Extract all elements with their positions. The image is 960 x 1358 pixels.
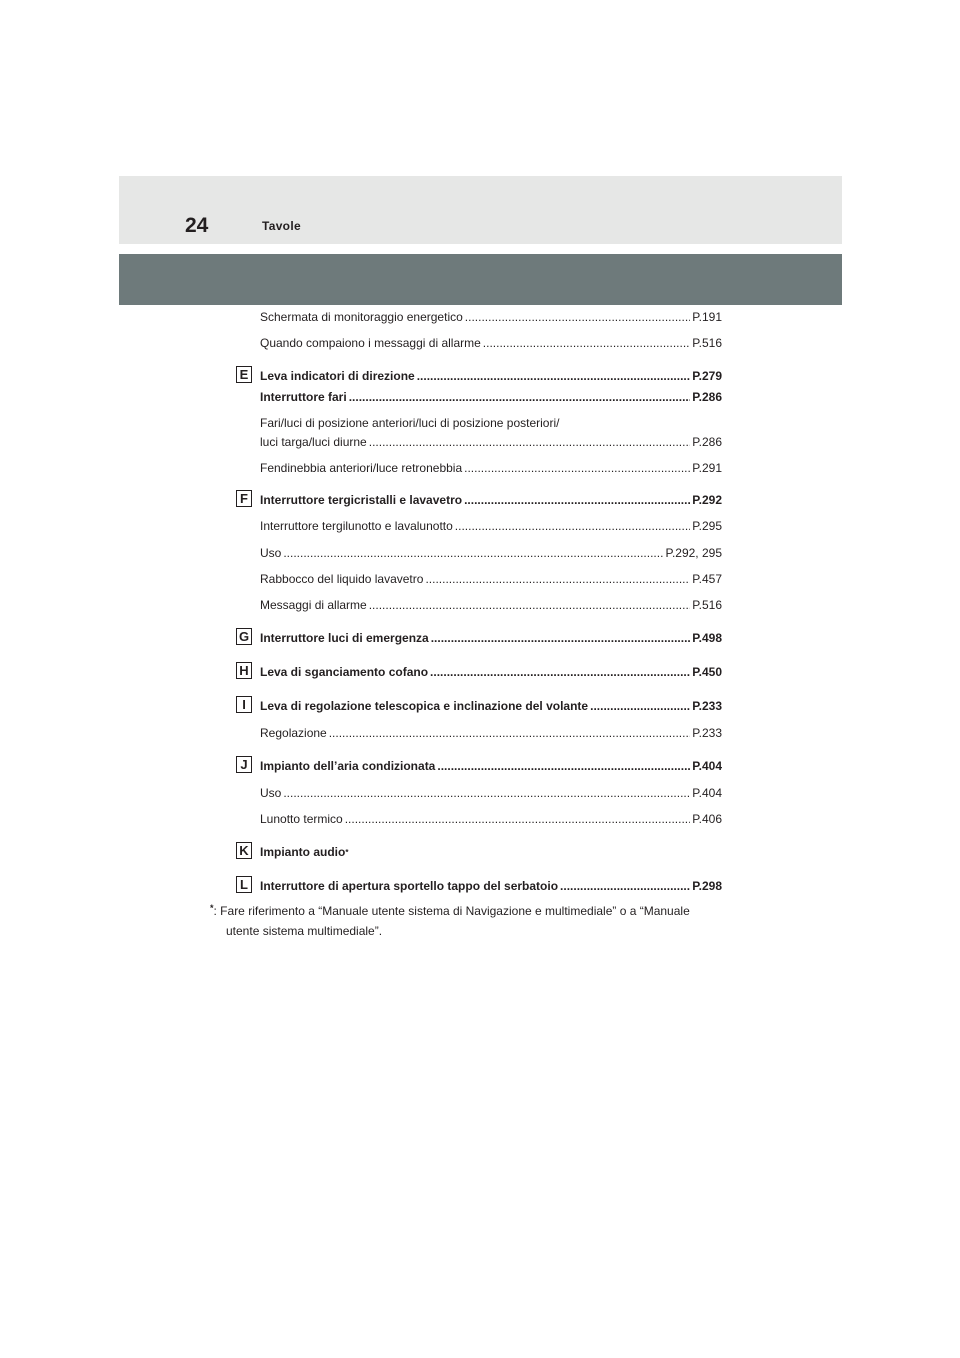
- toc-entry-page[interactable]: P.295: [692, 519, 722, 533]
- dot-leader: [431, 631, 690, 645]
- footnote-mark: *: [210, 903, 214, 913]
- toc-entry[interactable]: [260, 435, 722, 449]
- toc-entry-label: Leva di sganciamento cofano: [260, 665, 429, 679]
- dot-leader: [464, 461, 690, 475]
- dot-leader: [283, 786, 690, 800]
- toc-entry[interactable]: [260, 786, 722, 800]
- footnote-line-2: utente sistema multimediale”.: [226, 924, 383, 938]
- toc-entry-page[interactable]: P.233: [692, 726, 722, 740]
- toc-entry-page[interactable]: P.286: [692, 390, 722, 404]
- header-bar: [119, 176, 842, 244]
- section-badge: J: [236, 756, 252, 773]
- dot-leader: [425, 572, 690, 586]
- toc-entry-label: Uso: [260, 546, 282, 560]
- toc-entry-page[interactable]: P.498: [692, 631, 722, 645]
- dot-leader: [590, 699, 690, 713]
- toc-entry-page[interactable]: P.233: [692, 699, 722, 713]
- footnote: [210, 902, 740, 941]
- toc-entry[interactable]: [260, 572, 722, 586]
- toc-entry[interactable]: [260, 631, 722, 645]
- toc-entry-page[interactable]: P.291: [692, 461, 722, 475]
- page-number: 24: [185, 214, 209, 237]
- toc-entry-page[interactable]: P.516: [692, 598, 722, 612]
- toc-entry-label: Leva indicatori di direzione: [260, 369, 415, 383]
- dot-leader: [464, 493, 690, 507]
- toc-entry-label: Regolazione: [260, 726, 327, 740]
- toc-entry-label: Impianto audio: [260, 845, 346, 859]
- section-badge: E: [236, 366, 252, 383]
- toc-entry[interactable]: [260, 665, 722, 679]
- toc-entry-page[interactable]: P.406: [692, 812, 722, 826]
- dot-leader: [417, 369, 690, 383]
- toc-entry-label: Rabbocco del liquido lavavetro: [260, 572, 424, 586]
- toc-entry[interactable]: [260, 598, 722, 612]
- toc-entry[interactable]: [260, 879, 722, 893]
- toc-entry-page[interactable]: P.292: [692, 493, 722, 507]
- dot-leader: [349, 390, 691, 404]
- toc-entry[interactable]: [260, 369, 722, 383]
- dot-leader: [465, 310, 690, 324]
- toc-entry-page[interactable]: P.450: [692, 665, 722, 679]
- toc-entry-label: Interruttore tergilunotto e lavalunotto: [260, 519, 453, 533]
- toc-entry-label: Leva di regolazione telescopica e inclinazione del volante: [260, 699, 589, 713]
- section-badge: K: [236, 842, 252, 859]
- toc-entry-label: Interruttore di apertura sportello tappo del serbatoio: [260, 879, 559, 893]
- toc-entry-page[interactable]: P.457: [692, 572, 722, 586]
- dot-leader: [283, 546, 663, 560]
- toc-entry-page[interactable]: P.191: [692, 310, 722, 324]
- toc-entry-page[interactable]: P.279: [692, 369, 722, 383]
- section-badge: F: [236, 490, 252, 507]
- toc-entry[interactable]: [260, 390, 722, 404]
- toc-entry-label: Impianto dell’aria condizionata: [260, 759, 436, 773]
- section-title: Tavole: [262, 219, 301, 233]
- toc-entry[interactable]: [260, 726, 722, 740]
- toc-entry[interactable]: [260, 519, 722, 533]
- toc-entry[interactable]: [260, 699, 722, 713]
- toc-entry[interactable]: [260, 759, 722, 773]
- toc-entry-continuation: Fari/luci di posizione anteriori/luci di posizione posteriori/: [260, 416, 560, 430]
- footnote-reference: *: [345, 848, 349, 857]
- toc-entry[interactable]: [260, 461, 722, 475]
- toc-entry-page[interactable]: P.292, 295: [665, 546, 722, 560]
- section-badge: G: [236, 628, 252, 645]
- toc-entry-page[interactable]: P.404: [692, 759, 722, 773]
- dot-leader: [483, 336, 690, 350]
- dot-leader: [430, 665, 690, 679]
- dot-leader: [369, 598, 690, 612]
- toc-entry-label: Interruttore fari: [260, 390, 347, 404]
- toc-entry-label: Messaggi di allarme: [260, 598, 367, 612]
- section-badge: L: [236, 876, 252, 893]
- section-band: [119, 254, 842, 305]
- toc-entry[interactable]: [260, 845, 722, 861]
- footnote-line-1: : Fare riferimento a “Manuale utente sistema di Navigazione e multimediale” o a “Manuale: [213, 904, 690, 918]
- dot-leader: [329, 726, 690, 740]
- toc-entry-label: Quando compaiono i messaggi di allarme: [260, 336, 481, 350]
- toc-entry-label: luci targa/luci diurne: [260, 435, 367, 449]
- toc-entry[interactable]: [260, 336, 722, 350]
- dot-leader: [560, 879, 690, 893]
- toc-entry-label: Interruttore tergicristalli e lavavetro: [260, 493, 463, 507]
- toc-entry-page[interactable]: P.286: [692, 435, 722, 449]
- dot-leader: [345, 812, 690, 826]
- toc-entry-label: Lunotto termico: [260, 812, 343, 826]
- toc-entry-label: Uso: [260, 786, 282, 800]
- section-badge: H: [236, 662, 252, 679]
- toc-entry-label: Schermata di monitoraggio energetico: [260, 310, 463, 324]
- dot-leader: [369, 435, 690, 449]
- dot-leader: [437, 759, 690, 773]
- toc-entry[interactable]: [260, 310, 722, 324]
- dot-leader: [455, 519, 690, 533]
- toc-entry[interactable]: [260, 546, 722, 560]
- section-badge: I: [236, 696, 252, 713]
- toc-entry-page[interactable]: P.404: [692, 786, 722, 800]
- toc-entry-label: Interruttore luci di emergenza: [260, 631, 429, 645]
- toc-entry-label: Fendinebbia anteriori/luce retronebbia: [260, 461, 463, 475]
- toc-entry[interactable]: [260, 493, 722, 507]
- toc-entry[interactable]: [260, 812, 722, 826]
- toc-entry-page[interactable]: P.516: [692, 336, 722, 350]
- toc-entry-page[interactable]: P.298: [692, 879, 722, 893]
